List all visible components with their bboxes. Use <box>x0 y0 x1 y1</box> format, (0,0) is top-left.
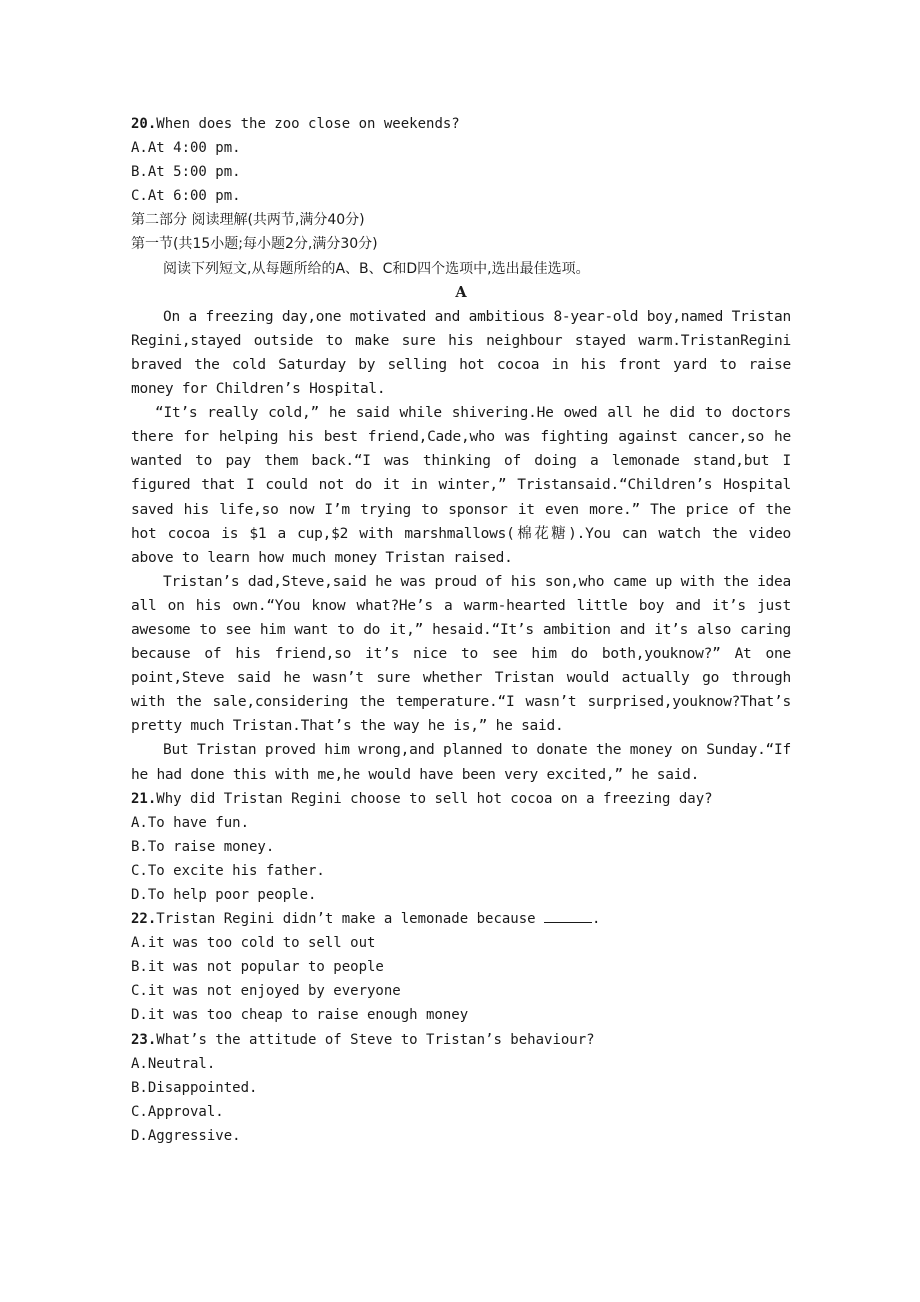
option-b: B.it was not popular to people <box>131 959 384 976</box>
option-a: A.Neutral. <box>131 1055 216 1072</box>
question-21 <box>131 787 791 811</box>
option-b: B.Disappointed. <box>131 1079 258 1096</box>
instructions: 阅读下列短文,从每题所给的A、B、C和D四个选项中,选出最佳选项。 <box>163 260 590 277</box>
part-title: 第二部分 阅读理解(共两节,满分40分) <box>131 212 365 229</box>
question-23 <box>131 1028 791 1052</box>
question-text: What’s the attitude of Steve to Tristan’s behaviour? <box>156 1031 595 1048</box>
passage-paragraph-3: Tristan’s dad,Steve,said he was proud of his son,who came up with the idea all on his own.“You know what?He’s a warm-hearted little boy and it’s just awesome to see him want to do it,” hesaid.“It’s ambition and it’s also caring because of his friend,so it’s nice to see him do both,youknow?” At one point,Steve said he wasn’t sure whether Tristan would actually go through with the sale,considering the temperature.“I wasn’t surprised,youknow?That’s pretty much Tristan.That’s the way he is,” he said. <box>131 573 791 735</box>
question-text: Tristan Regini didn’t make a lemonade because <box>156 911 536 928</box>
option-b: B.At 5:00 pm. <box>131 164 241 181</box>
question-22 <box>131 907 791 931</box>
question-20 <box>131 112 791 136</box>
document-page <box>131 112 791 1148</box>
option-b: B.To raise money. <box>131 838 275 855</box>
option-c: C.Approval. <box>131 1103 224 1120</box>
question-text: When does the zoo close on weekends? <box>156 116 460 132</box>
option-d: D.To help poor people. <box>131 887 317 903</box>
question-end: . <box>592 911 601 928</box>
passage-paragraph-1: On a freezing day,one motivated and ambitious 8-year-old boy,named Tristan Regini,stayed outside to make sure his neighbour stayed warm.TristanRegini braved the cold Saturday by selling hot cocoa in his front yard to raise money for Children’s Hospital. <box>131 308 791 398</box>
option-a: A.At 4:00 pm. <box>131 140 241 157</box>
option-c: C.At 6:00 pm. <box>131 188 241 205</box>
passage-paragraph-2: “It’s really cold,” he said while shivering.He owed all he did to doctors there for helping his best friend,Cade,who was fighting against cancer,so he wanted to pay them back.“I was thinking of doing a lemonade stand,but I figured that I could not do it in winter,” Tristansaid.“Children’s Hospital saved his life,so now I’m trying to sponsor it even more.” The price of the hot cocoa is $1 a cup,$2 with marshmallows(棉花糖).You can watch the video above to learn how much money Tristan raised. <box>131 405 791 566</box>
passage-label: A <box>455 283 467 301</box>
option-c: C.it was not enjoyed by everyone <box>131 983 401 1000</box>
section-subtitle: 第一节(共15小题;每小题2分,满分30分) <box>131 236 378 253</box>
option-a: A.it was too cold to sell out <box>131 935 376 952</box>
answer-blank <box>544 908 592 923</box>
question-text: Why did Tristan Regini choose to sell hot cocoa on a freezing day? <box>156 790 713 807</box>
question-number: 20. <box>131 116 157 132</box>
question-number: 22. <box>131 911 157 928</box>
question-number: 21. <box>131 790 157 807</box>
question-number: 23. <box>131 1031 157 1048</box>
option-c: C.To excite his father. <box>131 862 325 879</box>
passage-paragraph-4: But Tristan proved him wrong,and planned to donate the money on Sunday.“If he had done this with me,he would have been very excited,” he said. <box>131 742 791 783</box>
option-d: D.Aggressive. <box>131 1127 241 1144</box>
option-d: D.it was too cheap to raise enough money <box>131 1007 469 1024</box>
option-a: A.To have fun. <box>131 814 250 831</box>
